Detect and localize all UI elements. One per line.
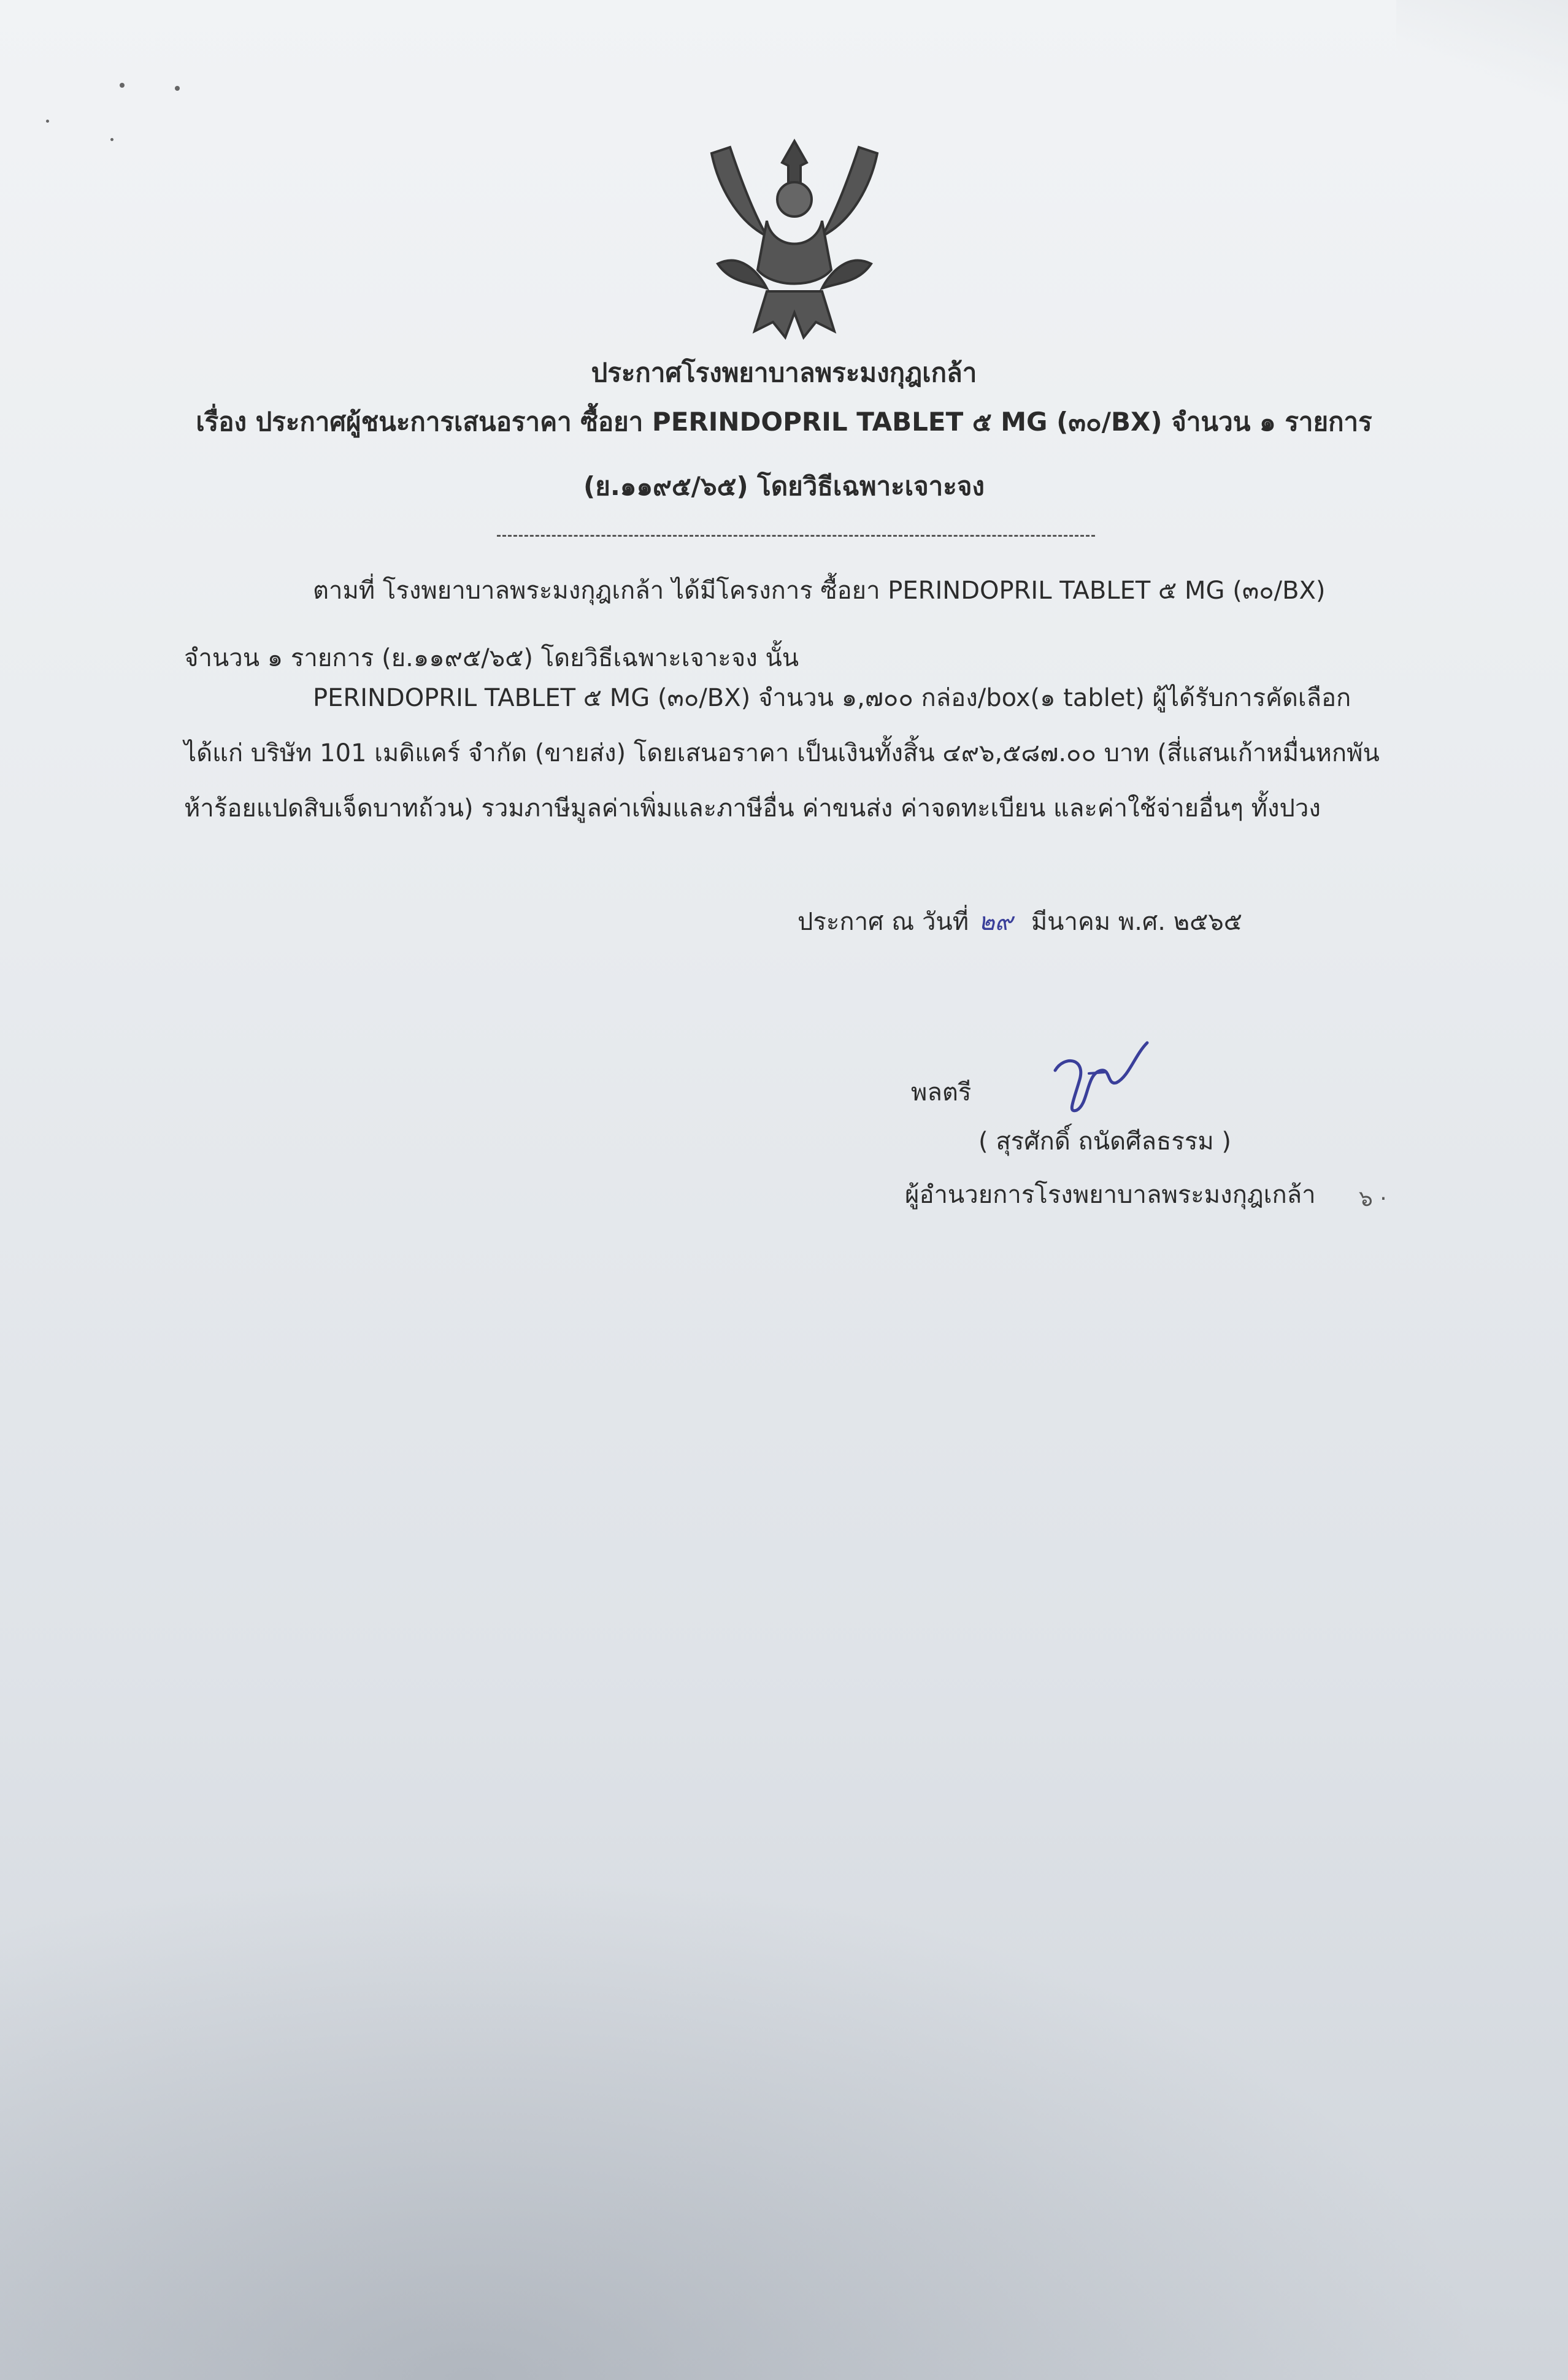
page-corner — [1396, 0, 1568, 104]
body-line: ได้แก่ บริษัท 101 เมดิแคร์ จำกัด (ขายส่ง) โดยเสนอราคา เป็นเงินทั้งสิ้น ๔๙๖,๕๘๗.๐๐ บาท (สี่แสนเก้าหมื่นหกพัน — [184, 739, 1380, 767]
speck — [175, 86, 180, 91]
body-line: ตามที่ โรงพยาบาลพระมงกุฎเกล้า ได้มีโครงการ ซื้อยา PERINDOPRIL TABLET ๕ MG (๓๐/BX) — [313, 577, 1326, 605]
signatory-rank: พลตรี — [911, 1078, 972, 1107]
speck — [110, 138, 113, 141]
announcement-title: ประกาศโรงพยาบาลพระมงกุฎเกล้า — [591, 358, 977, 388]
body-line: จำนวน ๑ รายการ (ย.๑๑๙๕/๖๕) โดยวิธีเฉพาะเจาะจง นั้น — [184, 644, 799, 672]
date-month-year: มีนาคม พ.ศ. ๒๕๖๕ — [1031, 908, 1243, 936]
date-day: ๒๙ — [978, 908, 1013, 936]
date-prefix: ประกาศ ณ วันที่ — [797, 908, 969, 936]
body-line: PERINDOPRIL TABLET ๕ MG (๓๐/BX) จำนวน ๑,๗๐๐ กล่อง/box(๑ tablet) ผู้ได้รับการคัดเลือก — [313, 684, 1351, 712]
signature-icon — [1043, 1037, 1153, 1123]
signatory-name: ( สุรศักดิ์ ถนัดศีลธรรม ) — [978, 1127, 1232, 1156]
margin-mark: ๖ · — [1359, 1186, 1387, 1211]
body-line: ห้าร้อยแปดสิบเจ็ดบาทถ้วน) รวมภาษีมูลค่าเพิ่มและภาษีอื่น ค่าขนส่ง ค่าจดทะเบียน และค่าใช้จ่ายอื่นๆ ทั้งปวง — [184, 794, 1321, 823]
speck — [46, 120, 49, 123]
garuda-emblem-icon — [693, 129, 896, 344]
announcement-date — [797, 902, 1242, 941]
page-shadow — [0, 1828, 1568, 2380]
announcement-subject-line2: (ย.๑๑๙๕/๖๕) โดยวิธีเฉพาะเจาะจง — [583, 471, 985, 501]
divider — [497, 535, 1095, 537]
speck — [120, 83, 125, 88]
announcement-subject: เรื่อง ประกาศผู้ชนะการเสนอราคา ซื้อยา PERINDOPRIL TABLET ๕ MG (๓๐/BX) จำนวน ๑ รายการ — [196, 407, 1372, 437]
signatory-position: ผู้อำนวยการโรงพยาบาลพระมงกุฎเกล้า — [905, 1181, 1316, 1209]
